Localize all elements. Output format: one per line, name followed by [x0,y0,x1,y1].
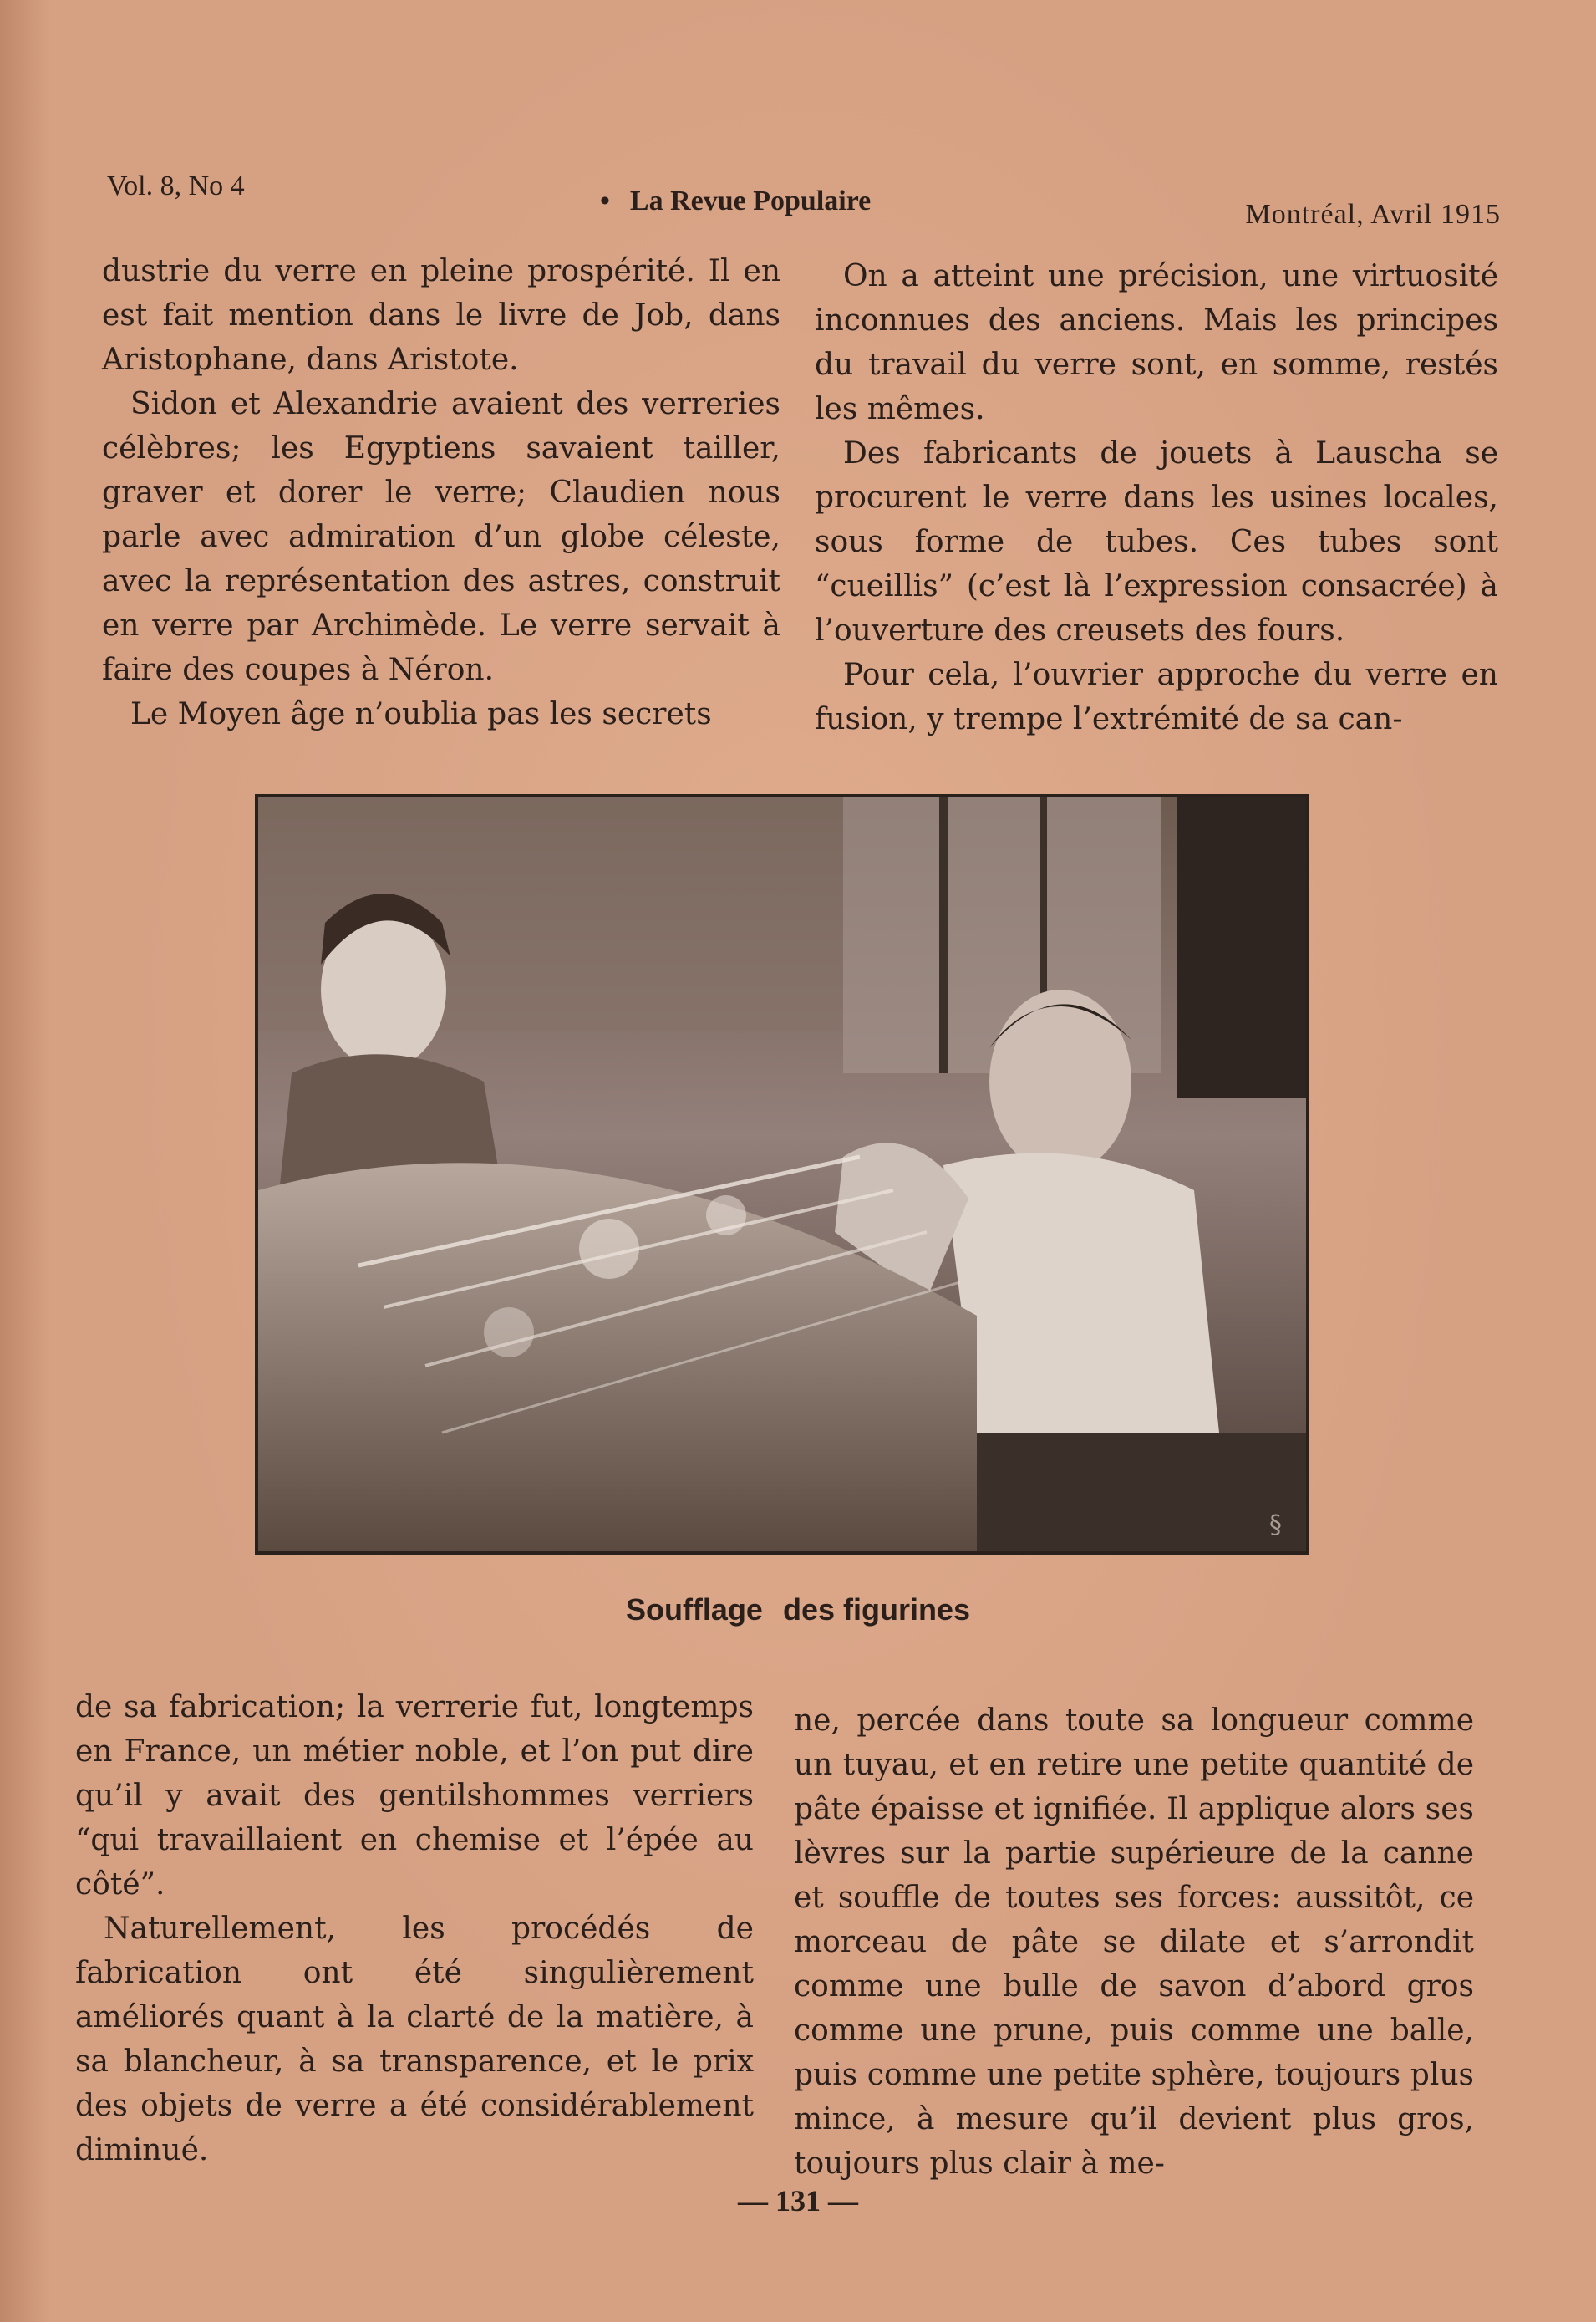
column-bottom-right [794,1698,1474,2186]
column-bottom-left [75,1685,754,2172]
column-top-left [102,249,780,736]
paragraph: Sidon et Alexandrie avaient des verreries célèbres; les Egyptiens savaient tailler, graver et dorer le verre; Claudien nous parle avec admiration d’un globe céleste, avec la représentation des astres, construit en verre par Archimède. Le verre servait à faire des coupes à Néron. [102,387,780,687]
caption-word: des figurines [782,1592,971,1627]
journal-title [600,186,871,217]
running-header [107,167,1501,230]
place-date: Montréal, Avril 1915 [1245,199,1501,230]
caption-word: Soufflage [625,1592,763,1627]
paragraph: On a atteint une précision, une virtuosité inconnues des anciens. Mais les principes du travail du verre sont, en somme, restés les mêmes. [815,259,1498,426]
journal-name: La Revue Populaire [629,186,872,216]
svg-text:§: § [1269,1510,1282,1540]
photograph-glassblowers [255,794,1309,1555]
photo-illustration [258,797,1306,1551]
paragraph: Pour cela, l’ouvrier approche du verre en fusion, y trempe l’extrémité de sa can- [815,658,1498,736]
column-top-right [815,254,1498,741]
paragraph: ne, percée dans toute sa longueur comme un tuyau, et en retire une petite quantité de pâte épaisse et ignifiée. Il applique alors ses lèvres sur la partie supérieure de la canne et souffle de toutes ses forces: aussitôt, ce morceau de pâte se dilate et s’arrondit comme une bulle de savon d’abord gros comme une prune, puis comme une balle, puis comme une petite sphère, toujours plus mince, à mesure qu’il devient plus gros, toujours plus clair à me- [794,1703,1474,2181]
header-bullet: • [600,186,610,216]
photo-caption [0,1592,1596,1627]
paragraph: Naturellement, les procédés de fabrication ont été singulièrement améliorés quant à la clarté de la matière, à sa blancheur, à sa transparence, et le prix des objets de verre a été considérablement diminué. [75,1912,754,2167]
paragraph: Des fabricants de jouets à Lauscha se procurent le verre dans les usines locales, sous forme de tubes. Ces tubes sont “cueillis” (c’est là l’expression consacrée) à l’ouverture des creusets des fours. [815,436,1498,648]
page-number: — 131 — [738,2184,858,2218]
paragraph: Le Moyen âge n’oublia pas les secrets [130,697,712,731]
volume-number: Vol. 8, No 4 [107,171,245,201]
paragraph: de sa fabrication; la verrerie fut, longtemps en France, un métier noble, et l’on put dire qu’il y avait des gentilshommes verriers “qui travaillaient en chemise et l’épée au côté”. [75,1690,754,1902]
paragraph: dustrie du verre en pleine prospérité. Il en est fait mention dans le livre de Job, dans Aristophane, dans Aristote. [102,254,780,377]
